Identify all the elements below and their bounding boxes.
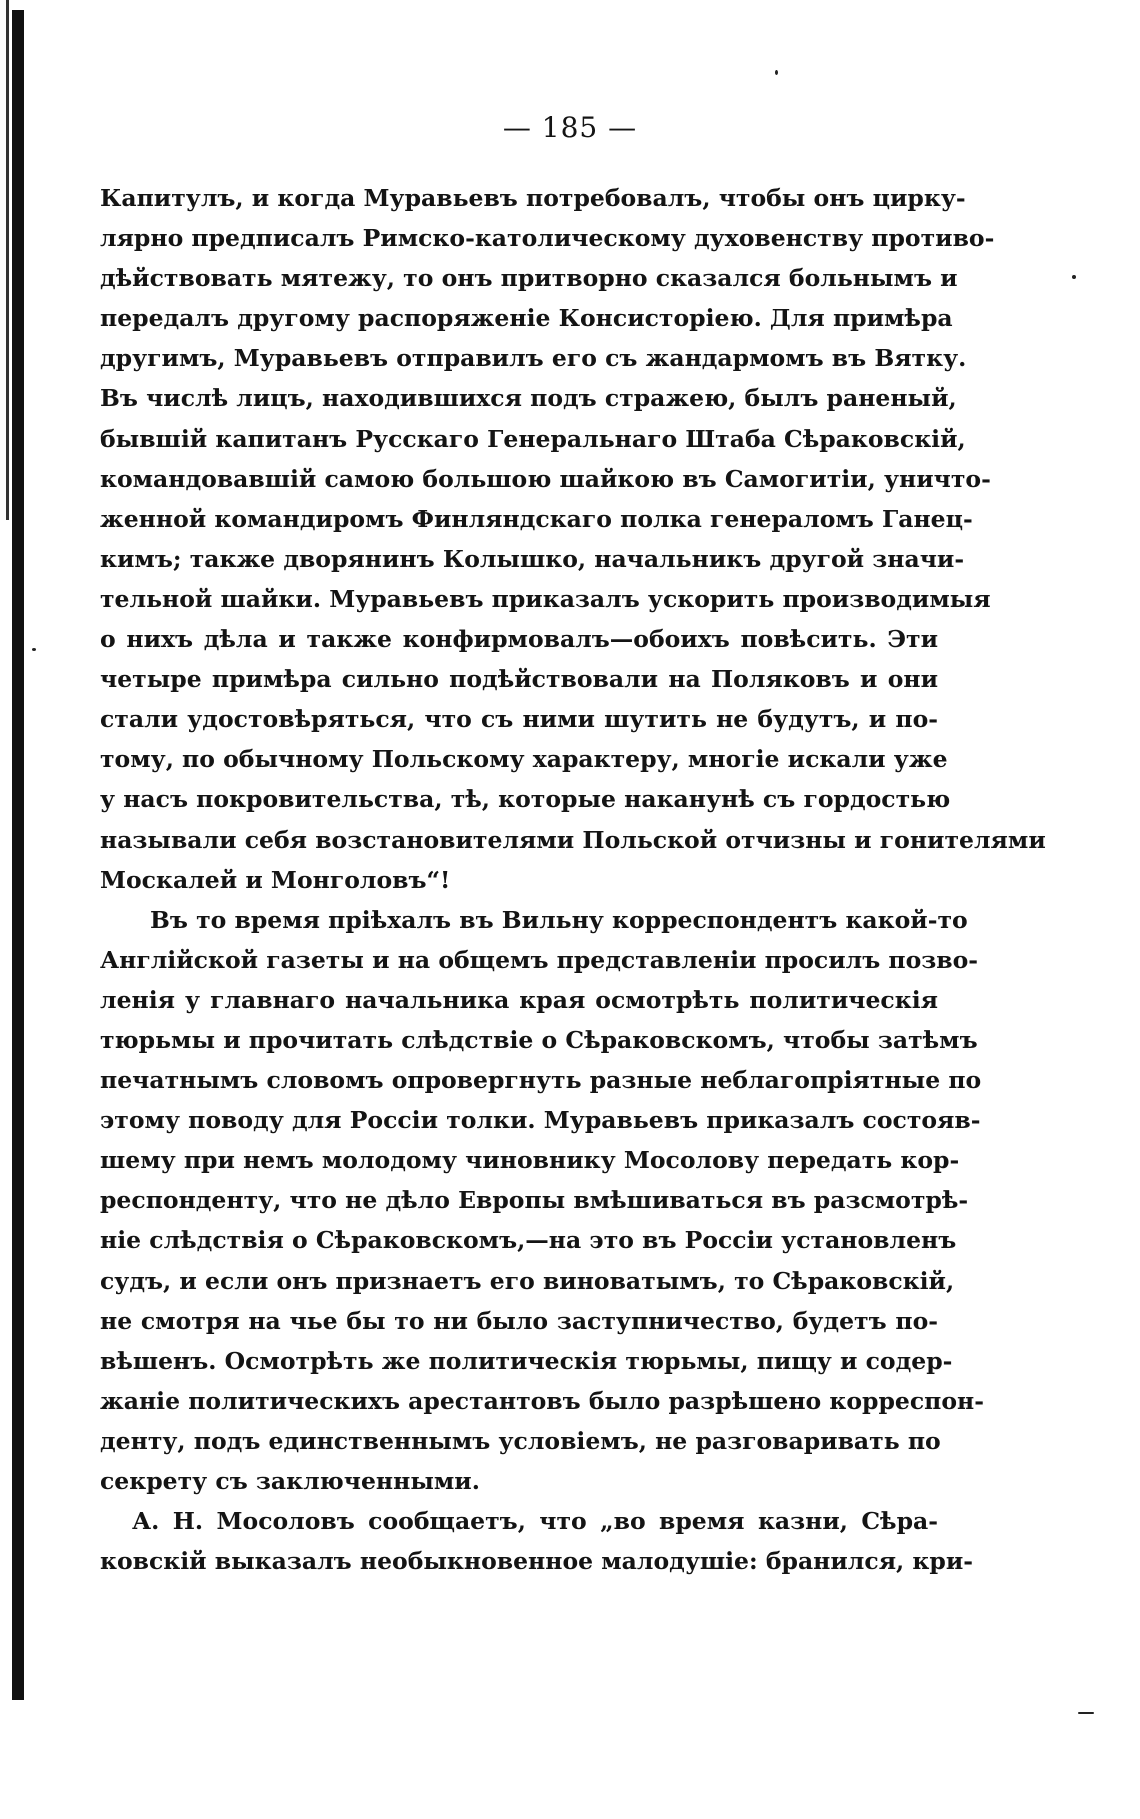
text-line: называли себя возстановителями Польской отчизны и гонителями	[100, 825, 1046, 854]
text-line: тому, по обычному Польскому характеру, многіе искали уже	[100, 745, 948, 774]
text-line: тельной шайки. Муравьевъ приказалъ ускорить производимыя	[100, 584, 991, 613]
text-line: бывшій капитанъ Русскаго Генеральнаго Штаба Сѣраковскій,	[100, 424, 966, 453]
text-line: четыре примѣра сильно подѣйствовали на Поляковъ и они	[100, 665, 938, 694]
text-line: Капитулъ, и когда Муравьевъ потребовалъ, чтобы онъ цирку-	[100, 184, 966, 212]
page-number: — 185 —	[502, 111, 638, 144]
scan-speck	[1078, 1712, 1094, 1714]
text-line: о нихъ дѣла и также конфирмовалъ—обоихъ повѣсить. Эти	[100, 625, 938, 654]
text-line: кимъ; также дворянинъ Колышко, начальникъ другой значи-	[100, 544, 965, 573]
text-line: тюрьмы и прочитать слѣдствіе о Сѣраковскомъ, чтобы затѣмъ	[100, 1025, 978, 1054]
body-text	[100, 178, 1046, 1581]
text-line: Англійской газеты и на общемъ представленіи просилъ позво-	[100, 945, 979, 974]
text-line-paragraph-start: Въ то время пріѣхалъ въ Вильну корреспондентъ какой-то	[150, 905, 968, 934]
text-line: ніе слѣдствія о Сѣраковскомъ,—на это въ Россіи установленъ	[100, 1226, 957, 1255]
text-line: ковскій выказалъ необыкновенное малодушіе: бранился, кри-	[100, 1547, 973, 1576]
scan-edge-thin	[6, 0, 9, 520]
text-line: этому поводу для Россіи толки. Муравьевъ приказалъ состояв-	[100, 1106, 981, 1135]
text-line: передалъ другому распоряженіе Консисторіею. Для примѣра	[100, 304, 953, 333]
text-line: денту, подъ единственнымъ условіемъ, не разговаривать по	[100, 1426, 941, 1455]
text-line: командовавшій самою большою шайкою въ Самогитіи, уничто-	[100, 464, 991, 493]
text-line: респонденту, что не дѣло Европы вмѣшиваться въ разсмотрѣ-	[100, 1186, 969, 1215]
text-line: лярно предписалъ Римско-католическому духовенству противо-	[100, 224, 995, 253]
scan-speck	[1072, 275, 1076, 279]
text-line: не смотря на чье бы то ни было заступничество, будетъ по-	[100, 1306, 938, 1335]
text-line: ленія у главнаго начальника края осмотрѣть политическія	[100, 985, 938, 1014]
text-line-paragraph-end: Москалей и Монголовъ“!	[100, 865, 451, 894]
text-line: другимъ, Муравьевъ отправилъ его съ жандармомъ въ Вятку.	[100, 344, 967, 373]
text-line: у насъ покровительства, тѣ, которые наканунѣ съ гордостью	[100, 785, 951, 814]
text-line: дѣйствовать мятежу, то онъ притворно сказался больнымъ и	[100, 264, 958, 293]
text-line-paragraph-start: А. Н. Мосоловъ сообщаетъ, что „во время казни, Сѣра-	[132, 1507, 938, 1536]
text-line: женной командиромъ Финляндскаго полка генераломъ Ганец-	[100, 504, 973, 533]
text-line-paragraph-end: секрету съ заключенными.	[100, 1467, 480, 1495]
text-line: судъ, и если онъ признаетъ его виноватымъ, то Сѣраковскій,	[100, 1266, 955, 1295]
scan-speck	[775, 70, 778, 75]
scan-binding-edge	[12, 10, 24, 1700]
text-line: печатнымъ словомъ опровергнуть разные неблагопріятные по	[100, 1066, 982, 1095]
text-line: жаніе политическихъ арестантовъ было разрѣшено корреспон-	[100, 1386, 984, 1415]
text-line: шему при немъ молодому чиновнику Мосолову передать кор-	[100, 1146, 960, 1175]
text-line: Въ числѣ лицъ, находившихся подъ стражею, былъ раненый,	[100, 384, 957, 413]
text-line: вѣшенъ. Осмотрѣть же политическія тюрьмы, пищу и содер-	[100, 1346, 953, 1375]
text-line: стали удостовѣряться, что съ ними шутить не будутъ, и по-	[100, 705, 938, 734]
scan-speck	[32, 648, 36, 651]
